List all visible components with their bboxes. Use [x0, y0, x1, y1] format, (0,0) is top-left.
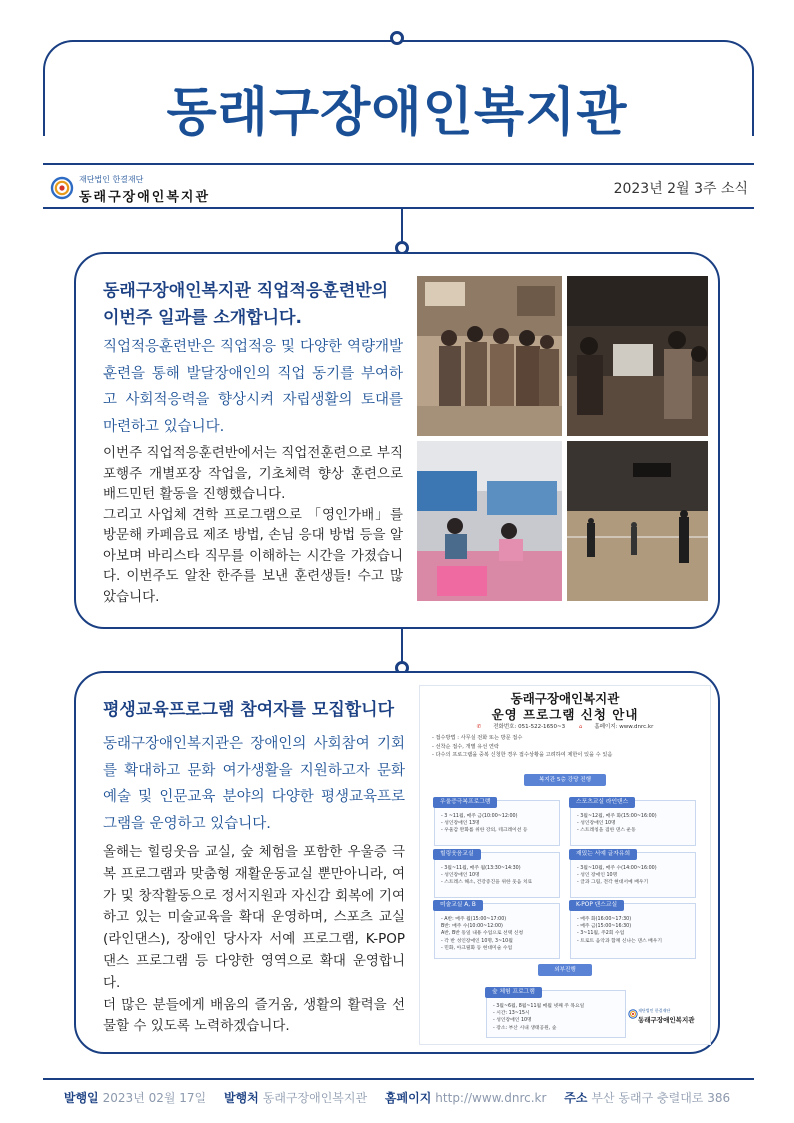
- program-application-poster: [420, 686, 710, 1044]
- article2-body: 올해는 힐링웃음 교실, 숲 체험을 포함한 우울증 극복 프로그램과 맞춤형 재활운동교실 뿐만아니라, 여가 및 창작활동으로 정서지원과 자신감 회복에 기여하고 있는 미술교육을 확대 운영하며, 스포츠 교실(라인댄스), 장애인 당사자 서예 프로그램, K-POP 댄스 프로그램 등 다양한 영역으로 확대 운영합니다. 더 많은 분들에게 배움의 즐거움, 생활의 활력을 선물할 수 있도록 노력하겠습니다.: [103, 844, 405, 1035]
- article2-lead: 동래구장애인복지관은 장애인의 사회참여 기회를 확대하고 문화 여가생활을 지원하고자 문화예술 및 인문교육 분야의 다양한 평생교육프로그램을 운영하고 있습니다.: [103, 736, 405, 832]
- poster-program-detail: - A반: 매주 월(15:00~17:00) B반: 매주 수(10:00~12:00) A반, B반 동일 내용 수업으로 선택 신청 - 각 반 성인장애인 10명, 3~10월 - 민화, 아크릴화 등 현대미술 수업: [441, 917, 524, 951]
- poster-program-box: [570, 852, 696, 898]
- poster-note: - 접수방법 : 사무실 전화 또는 방문 접수: [432, 735, 523, 741]
- poster-program-title: 숲 체험 프로그램: [485, 987, 542, 998]
- photo-packaging-work: [417, 441, 562, 601]
- poster-program-title: 재밌는 서예 글자유희: [569, 849, 637, 860]
- article1-lead: 직업적응훈련반은 직업적응 및 다양한 역량개발훈련을 통해 발달장애인의 직업 동기를 부여하고 사회적응력을 향상시켜 자립생활의 토대를 마련하고 있습니다.: [103, 339, 403, 435]
- poster-program-title: 미술교실 A, B: [433, 900, 483, 911]
- poster-program-detail: - 3월~11월, 매주 월(13:30~14:30) - 성인장애인 10명 - 스트레스 해소, 건강증진을 위한 웃음 치료: [441, 866, 533, 886]
- foundation-name: 재단법인 한결재단: [79, 175, 144, 184]
- photo-trainees-group: [417, 276, 562, 436]
- article1-title: 동래구장애인복지관 직업적응훈련반의 이번주 일과를 소개합니다.: [103, 281, 389, 328]
- poster-program-title: 힐링웃음교실: [433, 849, 481, 860]
- poster-org-name: 동래구장애인복지관: [638, 1016, 695, 1024]
- poster-program-box: [434, 800, 560, 846]
- header-ring-ornament: [390, 31, 404, 45]
- poster-homepage: 홈페이지: www.dnrc.kr: [594, 724, 654, 730]
- phone-icon: ✆: [476, 724, 482, 730]
- article2-title: 평생교육프로그램 참여자를 모집합니다: [103, 700, 395, 720]
- poster-program-detail: - 3 ~11월, 매주 금(10:00~12:00) - 성인장애인 13명 - 우울감 완화를 위한 강의, 테크레이션 등: [441, 814, 528, 834]
- poster-section-indoor: 복지관 5층 강당 진행: [524, 774, 606, 786]
- poster-program-detail: - 매주 화(16:00~17:30) - 매주 금(15:00~16:30) - 3~11월, 주2회 수업 - 트로트 음악과 함께 신나는 댄스 배우기: [577, 917, 663, 944]
- poster-program-title: 스포츠교실 라인댄스: [569, 797, 635, 808]
- org-name: 동래구장애인복지관: [79, 190, 211, 205]
- footer-publisher: 동래구장애인복지관: [262, 1091, 368, 1105]
- footer-publish-date: 2023년 02월 17일: [102, 1091, 207, 1105]
- header-rule-bottom: [43, 207, 754, 209]
- poster-note: - 선착순 접수, 개별 유선 연락: [432, 743, 499, 750]
- poster-program-title: K-POP 댄스교실: [569, 900, 624, 911]
- footer-address: 부산 동래구 충렬대로 386: [591, 1091, 731, 1105]
- poster-note: - 다수의 프로그램을 중복 신청한 경우 접수상황을 고려하여 제한이 있을 수 있음: [432, 752, 613, 758]
- poster-program-box: [434, 903, 560, 959]
- poster-program-detail: - 3월~10월, 매주 수(14:00~16:00) - 성인 장애인 10명 - 글과 그림, 전각 현대서예 배우기: [577, 866, 657, 886]
- poster-program-box: [434, 852, 560, 898]
- poster-title-org: 동래구장애인복지관: [510, 691, 620, 706]
- poster-program-box: [570, 903, 696, 959]
- page-title: 동래구장애인복지관: [166, 83, 628, 143]
- poster-contact: [420, 722, 710, 730]
- poster-section-outdoor: 외부진행: [538, 964, 592, 976]
- photo-cafe-visit: [567, 276, 708, 436]
- poster-program-detail: - 3월~12월, 매주 화(15:00~16:00) - 성인장애인 10명 - 스트레칭을 겸한 댄스 운동: [577, 814, 657, 834]
- footer-homepage-link[interactable]: http://www.dnrc.kr: [435, 1091, 547, 1105]
- footer-publish-label: 발행일: [63, 1091, 99, 1105]
- foundation-logo-icon: [50, 176, 74, 200]
- poster-program-box: [570, 800, 696, 846]
- poster-phone: 전화번호: 051-522-1650~3: [493, 724, 566, 730]
- article1-body: 이번주 직업적응훈련반에서는 직업전훈련으로 부직포행주 개별포장 작업을, 기초체력 향상 훈련으로 배드민턴 활동을 진행했습니다. 그리고 사업체 견학 프로그램으로 「영인가배」를 방문해 카페음료 제조 방법, 손님 응대 방법 등을 알아보며 바리스타 직무를 이해하는 시간을 가졌습니다. 이번주도 알찬 한주를 보낸 훈련생들! 수고 많았습니다.: [103, 445, 403, 605]
- poster-title-main: 운영 프로그램 신청 안내: [491, 707, 639, 722]
- footer-address-label: 주소: [564, 1091, 588, 1105]
- poster-program-detail: - 3월~6월, 8월~11월 매월 넷째 주 목요일 - 시간: 13~15시 - 성인장애인 10명 - 장소: 부산 시내 생태공원, 숲: [493, 1004, 585, 1031]
- footer-publisher-label: 발행처: [223, 1091, 259, 1105]
- poster-foundation: 재단법인 한결재단: [638, 1008, 671, 1013]
- photo-badminton-activity: [567, 441, 708, 601]
- home-icon: ⌂: [578, 724, 583, 730]
- footer-info: [0, 1089, 794, 1106]
- poster-notes: [432, 734, 704, 760]
- footer-rule: [43, 1078, 754, 1080]
- footer-homepage-label: 홈페이지: [384, 1091, 432, 1105]
- poster-program-box: [486, 990, 626, 1038]
- header-rule-top: [43, 163, 754, 165]
- issue-date: 2023년 2월 3주 소식: [613, 181, 748, 197]
- poster-logo-icon: [628, 1009, 638, 1019]
- poster-program-title: 우울증극복프로그램: [433, 797, 497, 808]
